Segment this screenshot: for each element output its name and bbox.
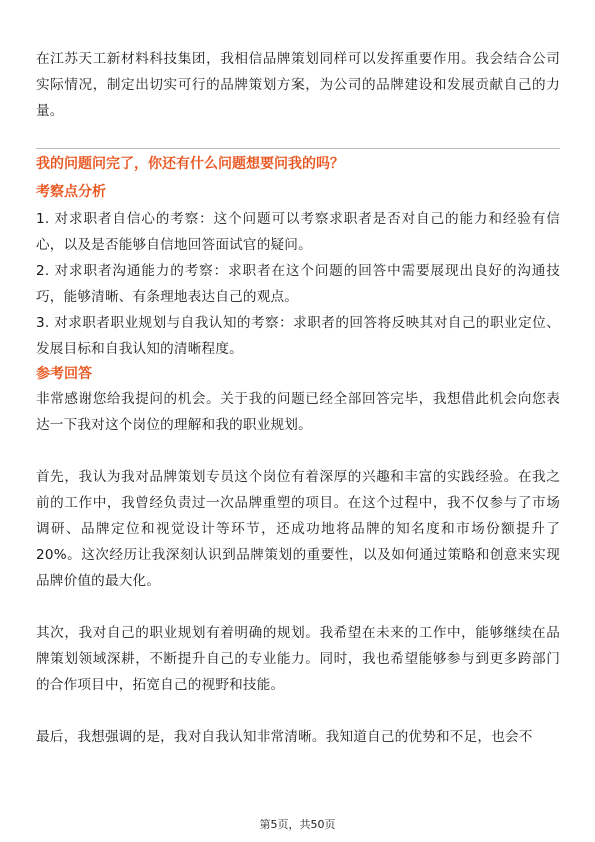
analysis-point: 1. 对求职者自信心的考察：这个问题可以考察求职者是否对自己的能力和经验有信心，以及是否能够自信地回答面试官的疑问。 <box>36 211 560 253</box>
answer-paragraph: 首先，我认为我对品牌策划专员这个岗位有着深厚的兴趣和丰富的实践经验。在我之前的工作中，我曾经负责过一次品牌重塑的项目。在这个过程中，我不仅参与了市场调研、品牌定位和视觉设计等环节，还成功地将品牌的知名度和市场份额提升了20%。这次经历让我深刻认识到品牌策划的重要性，以及如何通过策略和创意来实现品牌价值的最大化。 <box>36 469 560 589</box>
answer-body <box>36 386 560 776</box>
answer-paragraph: 其次，我对自己的职业规划有着明确的规划。我希望在未来的工作中，能够继续在品牌策划领域深耕，不断提升自己的专业能力。同时，我也希望能够参与到更多跨部门的合作项目中，拓宽自己的视野和技能。 <box>36 625 560 693</box>
answer-paragraph: 非常感谢您给我提问的机会。关于我的问题已经全部回答完毕，我想借此机会向您表达一下我对这个岗位的理解和我的职业规划。 <box>36 391 560 433</box>
divider <box>36 148 560 149</box>
analysis-point: 2. 对求职者沟通能力的考察：求职者在这个问题的回答中需要展现出良好的沟通技巧，能够清晰、有条理地表达自己的观点。 <box>36 263 560 305</box>
question-heading: 我的问题问完了，你还有什么问题想要问我的吗？ <box>36 156 344 172</box>
analysis-heading: 考察点分析 <box>36 184 106 200</box>
answer-heading: 参考回答 <box>36 366 92 382</box>
analysis-points <box>36 206 560 362</box>
analysis-point: 3. 对求职者职业规划与自我认知的考察：求职者的回答将反映其对自己的职业定位、发展目标和自我认知的清晰程度。 <box>36 315 560 357</box>
intro-paragraph: 在江苏天工新材料科技集团，我相信品牌策划同样可以发挥重要作用。我会结合公司实际情况，制定出切实可行的品牌策划方案，为公司的品牌建设和发展贡献自己的力量。 <box>36 51 560 119</box>
page-number: 第5页，共50页 <box>259 818 336 831</box>
answer-paragraph: 最后，我想强调的是，我对自我认知非常清晰。我知道自己的优势和不足，也会不 <box>36 729 533 745</box>
